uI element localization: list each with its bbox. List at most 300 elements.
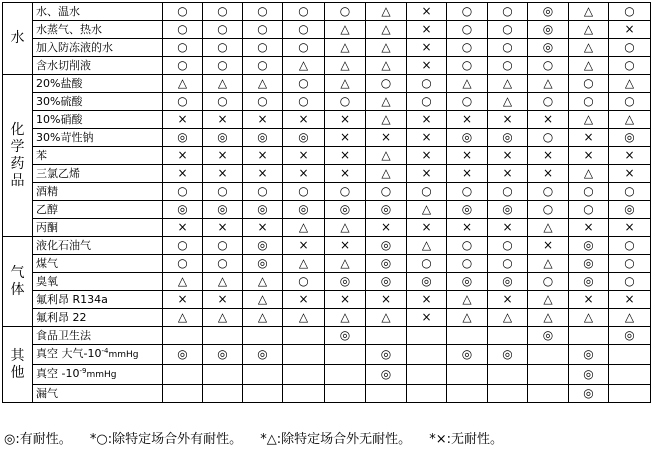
rating-cell xyxy=(609,345,651,365)
rating-cell: × xyxy=(325,147,366,165)
rating-cell: ○ xyxy=(407,93,447,111)
rating-cell: × xyxy=(609,219,651,237)
rating-cell: ◎ xyxy=(569,255,609,273)
item-label: 食品卫生法 xyxy=(33,327,163,345)
rating-cell: △ xyxy=(488,93,528,111)
rating-cell: ○ xyxy=(325,183,366,201)
table-row xyxy=(3,327,651,345)
rating-cell xyxy=(283,385,325,403)
rating-cell: ◎ xyxy=(569,273,609,291)
item-label: 30%硫酸 xyxy=(33,93,163,111)
rating-cell: × xyxy=(407,21,447,39)
rating-cell: ○ xyxy=(243,93,283,111)
rating-cell: △ xyxy=(366,309,407,327)
table-row xyxy=(3,201,651,219)
rating-cell: ◎ xyxy=(528,21,569,39)
rating-cell: △ xyxy=(528,309,569,327)
rating-cell: ○ xyxy=(609,237,651,255)
rating-cell: × xyxy=(407,147,447,165)
rating-cell: ○ xyxy=(325,93,366,111)
rating-cell: × xyxy=(243,219,283,237)
rating-cell: × xyxy=(569,291,609,309)
rating-cell: × xyxy=(163,111,203,129)
rating-cell: × xyxy=(203,219,243,237)
rating-cell: ○ xyxy=(569,201,609,219)
rating-cell: △ xyxy=(528,219,569,237)
rating-cell: ◎ xyxy=(325,327,366,345)
rating-cell: △ xyxy=(366,57,407,75)
rating-cell: ◎ xyxy=(528,3,569,21)
rating-cell: ◎ xyxy=(488,129,528,147)
rating-cell: △ xyxy=(283,57,325,75)
rating-cell: ◎ xyxy=(366,273,407,291)
rating-cell: △ xyxy=(325,57,366,75)
rating-cell: × xyxy=(488,111,528,129)
rating-cell: × xyxy=(488,219,528,237)
rating-cell: ○ xyxy=(243,3,283,21)
rating-cell: ◎ xyxy=(569,237,609,255)
rating-cell: ◎ xyxy=(366,237,407,255)
item-label: 加入防冻液的水 xyxy=(33,39,163,57)
table-row xyxy=(3,93,651,111)
rating-cell: × xyxy=(407,309,447,327)
rating-cell: ◎ xyxy=(163,345,203,365)
rating-cell: ◎ xyxy=(243,345,283,365)
rating-cell xyxy=(488,385,528,403)
rating-cell: ○ xyxy=(609,183,651,201)
rating-cell: × xyxy=(203,111,243,129)
rating-cell: △ xyxy=(243,309,283,327)
rating-cell xyxy=(447,327,488,345)
table-row xyxy=(3,39,651,57)
rating-cell: ◎ xyxy=(203,201,243,219)
rating-cell: ○ xyxy=(325,3,366,21)
item-main-text: 真空 -10 xyxy=(36,367,80,380)
rating-cell: △ xyxy=(163,75,203,93)
item-unit: mmHg xyxy=(86,370,117,380)
rating-cell: × xyxy=(325,129,366,147)
rating-cell: ◎ xyxy=(609,129,651,147)
rating-cell: × xyxy=(243,111,283,129)
rating-cell: ○ xyxy=(488,21,528,39)
rating-cell: △ xyxy=(366,39,407,57)
item-label: 乙醇 xyxy=(33,201,163,219)
rating-cell: ◎ xyxy=(366,345,407,365)
table-row xyxy=(3,75,651,93)
category-text: 气体 xyxy=(10,264,25,298)
rating-cell: × xyxy=(528,147,569,165)
rating-cell: × xyxy=(283,291,325,309)
rating-cell xyxy=(528,385,569,403)
category-text: 水 xyxy=(10,30,25,46)
legend xyxy=(4,431,652,449)
rating-cell: × xyxy=(203,147,243,165)
table-row xyxy=(3,385,651,403)
rating-cell xyxy=(488,365,528,385)
rating-cell: △ xyxy=(407,201,447,219)
rating-cell: △ xyxy=(366,21,407,39)
item-label xyxy=(33,345,163,365)
rating-cell: ○ xyxy=(488,57,528,75)
rating-cell: ○ xyxy=(243,57,283,75)
rating-cell: ○ xyxy=(283,21,325,39)
rating-cell: △ xyxy=(203,309,243,327)
rating-cell: × xyxy=(163,219,203,237)
rating-cell: × xyxy=(447,219,488,237)
table-row xyxy=(3,3,651,21)
rating-cell: × xyxy=(528,237,569,255)
rating-cell: ○ xyxy=(609,93,651,111)
rating-cell: △ xyxy=(325,255,366,273)
rating-cell: ◎ xyxy=(528,327,569,345)
rating-cell xyxy=(609,365,651,385)
item-label xyxy=(33,365,163,385)
item-label: 氟利昂 22 xyxy=(33,309,163,327)
table-body xyxy=(3,3,651,403)
compatibility-table xyxy=(2,2,651,403)
rating-cell: ○ xyxy=(488,237,528,255)
table-row xyxy=(3,165,651,183)
rating-cell: ○ xyxy=(569,183,609,201)
rating-cell: ◎ xyxy=(243,129,283,147)
rating-cell: ○ xyxy=(203,57,243,75)
rating-cell: ○ xyxy=(163,3,203,21)
rating-cell: ◎ xyxy=(447,201,488,219)
rating-cell: △ xyxy=(366,147,407,165)
rating-cell: ○ xyxy=(163,255,203,273)
legend-excellent: ◎:有耐性。 xyxy=(4,432,72,447)
table-row xyxy=(3,111,651,129)
rating-cell: × xyxy=(163,147,203,165)
rating-cell: × xyxy=(325,165,366,183)
rating-cell: △ xyxy=(366,165,407,183)
rating-cell xyxy=(163,327,203,345)
item-main-text: 真空 大气-10 xyxy=(36,347,102,360)
item-label: 煤气 xyxy=(33,255,163,273)
category-label xyxy=(3,75,33,237)
rating-cell: ○ xyxy=(488,255,528,273)
rating-cell: △ xyxy=(203,75,243,93)
item-label: 10%硝酸 xyxy=(33,111,163,129)
rating-cell: ◎ xyxy=(325,201,366,219)
rating-cell: ◎ xyxy=(325,273,366,291)
rating-cell: ○ xyxy=(283,93,325,111)
rating-cell: ◎ xyxy=(609,327,651,345)
rating-cell: ○ xyxy=(163,39,203,57)
item-label: 含水切削液 xyxy=(33,57,163,75)
rating-cell: ◎ xyxy=(243,237,283,255)
rating-cell xyxy=(407,365,447,385)
rating-cell: △ xyxy=(366,111,407,129)
rating-cell: ◎ xyxy=(203,129,243,147)
rating-cell: △ xyxy=(407,237,447,255)
category-label xyxy=(3,327,33,403)
rating-cell: × xyxy=(609,147,651,165)
rating-cell: ○ xyxy=(203,237,243,255)
rating-cell: △ xyxy=(325,21,366,39)
rating-cell: ○ xyxy=(447,57,488,75)
rating-cell: ○ xyxy=(203,255,243,273)
rating-cell: △ xyxy=(283,219,325,237)
rating-cell: × xyxy=(366,129,407,147)
rating-cell: ◎ xyxy=(488,201,528,219)
rating-cell: ○ xyxy=(609,57,651,75)
rating-cell xyxy=(447,385,488,403)
rating-cell xyxy=(203,385,243,403)
rating-cell: ◎ xyxy=(488,345,528,365)
rating-cell: ○ xyxy=(447,21,488,39)
rating-cell: ○ xyxy=(203,21,243,39)
rating-cell xyxy=(325,345,366,365)
rating-cell: △ xyxy=(366,93,407,111)
rating-cell: △ xyxy=(488,75,528,93)
rating-cell: × xyxy=(488,165,528,183)
rating-cell: ○ xyxy=(447,237,488,255)
table-row xyxy=(3,255,651,273)
rating-cell: × xyxy=(407,57,447,75)
rating-cell: ○ xyxy=(163,21,203,39)
rating-cell: △ xyxy=(283,255,325,273)
rating-cell: ◎ xyxy=(243,255,283,273)
rating-cell: ○ xyxy=(528,129,569,147)
rating-cell: ○ xyxy=(283,183,325,201)
rating-cell: ◎ xyxy=(447,273,488,291)
rating-cell: × xyxy=(163,165,203,183)
table-row xyxy=(3,183,651,201)
rating-cell xyxy=(447,365,488,385)
rating-cell: △ xyxy=(569,165,609,183)
rating-cell: × xyxy=(283,237,325,255)
rating-cell xyxy=(243,365,283,385)
rating-cell: ◎ xyxy=(203,345,243,365)
rating-cell: ◎ xyxy=(366,255,407,273)
table-row xyxy=(3,57,651,75)
rating-cell: ○ xyxy=(488,183,528,201)
rating-cell: △ xyxy=(325,219,366,237)
rating-cell xyxy=(163,385,203,403)
rating-cell: ○ xyxy=(366,75,407,93)
rating-cell: ○ xyxy=(243,39,283,57)
rating-cell xyxy=(366,385,407,403)
rating-cell: ◎ xyxy=(283,129,325,147)
rating-cell: × xyxy=(528,165,569,183)
rating-cell: △ xyxy=(609,75,651,93)
rating-cell: ○ xyxy=(283,39,325,57)
rating-cell: ○ xyxy=(447,93,488,111)
table-row xyxy=(3,309,651,327)
rating-cell: △ xyxy=(488,309,528,327)
rating-cell xyxy=(243,327,283,345)
rating-cell: ○ xyxy=(163,183,203,201)
rating-cell: △ xyxy=(569,309,609,327)
rating-cell xyxy=(528,365,569,385)
rating-cell: △ xyxy=(569,3,609,21)
rating-cell: ○ xyxy=(609,273,651,291)
rating-cell: × xyxy=(447,111,488,129)
item-label: 液化石油气 xyxy=(33,237,163,255)
rating-cell: × xyxy=(609,165,651,183)
item-unit: mmHg xyxy=(108,350,139,360)
category-text: 其他 xyxy=(10,347,25,381)
item-exponent: -9 xyxy=(79,367,87,375)
rating-cell: × xyxy=(407,129,447,147)
table-row xyxy=(3,219,651,237)
table-row xyxy=(3,21,651,39)
rating-cell: △ xyxy=(569,21,609,39)
rating-cell: ○ xyxy=(283,273,325,291)
rating-cell xyxy=(407,385,447,403)
rating-cell: × xyxy=(407,291,447,309)
rating-cell: ○ xyxy=(243,183,283,201)
rating-cell: ○ xyxy=(407,75,447,93)
rating-cell: ◎ xyxy=(163,129,203,147)
rating-cell: ○ xyxy=(203,39,243,57)
rating-cell: × xyxy=(283,111,325,129)
item-label: 20%盐酸 xyxy=(33,75,163,93)
rating-cell: × xyxy=(447,147,488,165)
rating-cell: △ xyxy=(609,111,651,129)
rating-cell xyxy=(203,327,243,345)
table-row xyxy=(3,147,651,165)
item-label: 30%苛性钠 xyxy=(33,129,163,147)
rating-cell xyxy=(407,345,447,365)
rating-cell: × xyxy=(283,165,325,183)
rating-cell: △ xyxy=(243,273,283,291)
rating-cell: × xyxy=(569,147,609,165)
rating-cell: △ xyxy=(528,255,569,273)
rating-cell xyxy=(528,345,569,365)
rating-cell: ○ xyxy=(488,39,528,57)
rating-cell: △ xyxy=(569,57,609,75)
rating-cell: ◎ xyxy=(528,39,569,57)
item-label: 三氯乙烯 xyxy=(33,165,163,183)
rating-cell: ○ xyxy=(203,93,243,111)
rating-cell: △ xyxy=(447,309,488,327)
table-row xyxy=(3,129,651,147)
rating-cell: △ xyxy=(203,273,243,291)
rating-cell: ◎ xyxy=(243,201,283,219)
rating-cell: × xyxy=(488,291,528,309)
rating-cell: × xyxy=(609,291,651,309)
rating-cell: ○ xyxy=(609,255,651,273)
rating-cell: ○ xyxy=(488,3,528,21)
rating-cell: × xyxy=(407,165,447,183)
rating-cell: ◎ xyxy=(609,201,651,219)
rating-cell: ○ xyxy=(609,3,651,21)
rating-cell: ○ xyxy=(203,183,243,201)
rating-cell: △ xyxy=(569,111,609,129)
item-exponent: -4 xyxy=(101,347,109,355)
rating-cell: ◎ xyxy=(447,345,488,365)
rating-cell: × xyxy=(243,165,283,183)
rating-cell: ○ xyxy=(366,183,407,201)
rating-cell: △ xyxy=(243,75,283,93)
rating-cell: ○ xyxy=(528,273,569,291)
rating-cell: ○ xyxy=(447,39,488,57)
rating-cell: △ xyxy=(609,309,651,327)
legend-limited: *△:除特定场合外无耐性。 xyxy=(260,432,412,447)
table-row xyxy=(3,291,651,309)
rating-cell xyxy=(609,385,651,403)
rating-cell xyxy=(283,365,325,385)
item-label: 漏气 xyxy=(33,385,163,403)
rating-cell: △ xyxy=(447,291,488,309)
rating-cell: × xyxy=(407,111,447,129)
rating-cell: △ xyxy=(243,291,283,309)
rating-cell xyxy=(325,365,366,385)
rating-cell: ○ xyxy=(447,183,488,201)
rating-cell: ○ xyxy=(163,57,203,75)
rating-cell xyxy=(488,327,528,345)
rating-cell: ◎ xyxy=(366,201,407,219)
rating-cell: △ xyxy=(569,39,609,57)
rating-cell xyxy=(366,327,407,345)
rating-cell: ◎ xyxy=(569,345,609,365)
rating-cell: × xyxy=(203,291,243,309)
item-label: 苯 xyxy=(33,147,163,165)
rating-cell: ○ xyxy=(569,75,609,93)
rating-cell: × xyxy=(609,21,651,39)
rating-cell xyxy=(569,327,609,345)
rating-cell xyxy=(243,385,283,403)
rating-cell: ◎ xyxy=(447,129,488,147)
rating-cell: ○ xyxy=(203,3,243,21)
rating-cell: ◎ xyxy=(569,385,609,403)
category-label xyxy=(3,237,33,327)
rating-cell: × xyxy=(407,219,447,237)
item-label: 臭氧 xyxy=(33,273,163,291)
item-label: 氟利昂 R134a xyxy=(33,291,163,309)
item-label: 酒精 xyxy=(33,183,163,201)
rating-cell xyxy=(203,365,243,385)
rating-cell: ○ xyxy=(283,3,325,21)
rating-cell: × xyxy=(163,291,203,309)
rating-cell: ◎ xyxy=(163,201,203,219)
rating-cell: × xyxy=(243,147,283,165)
rating-cell: × xyxy=(488,147,528,165)
table-row xyxy=(3,273,651,291)
rating-cell: △ xyxy=(528,75,569,93)
rating-cell: ○ xyxy=(528,57,569,75)
rating-cell: ○ xyxy=(407,183,447,201)
table-row xyxy=(3,237,651,255)
rating-cell: × xyxy=(528,111,569,129)
rating-cell: × xyxy=(325,291,366,309)
rating-cell: × xyxy=(407,39,447,57)
rating-cell: ○ xyxy=(609,39,651,57)
item-label: 水、温水 xyxy=(33,3,163,21)
rating-cell: △ xyxy=(325,309,366,327)
table-row xyxy=(3,365,651,385)
item-label: 水蒸气、热水 xyxy=(33,21,163,39)
table-row xyxy=(3,345,651,365)
rating-cell xyxy=(163,365,203,385)
rating-cell: × xyxy=(569,219,609,237)
rating-cell: △ xyxy=(163,273,203,291)
rating-cell: ◎ xyxy=(407,273,447,291)
rating-cell: × xyxy=(447,165,488,183)
rating-cell: ○ xyxy=(528,201,569,219)
rating-cell: ○ xyxy=(283,75,325,93)
rating-cell: △ xyxy=(325,39,366,57)
rating-cell: ◎ xyxy=(569,365,609,385)
legend-poor: *×:无耐性。 xyxy=(429,432,504,447)
legend-good: *○:除特定场合外有耐性。 xyxy=(89,432,243,447)
category-text: 化学药品 xyxy=(10,121,25,189)
rating-cell: × xyxy=(283,147,325,165)
rating-cell: ◎ xyxy=(488,273,528,291)
rating-cell xyxy=(407,327,447,345)
